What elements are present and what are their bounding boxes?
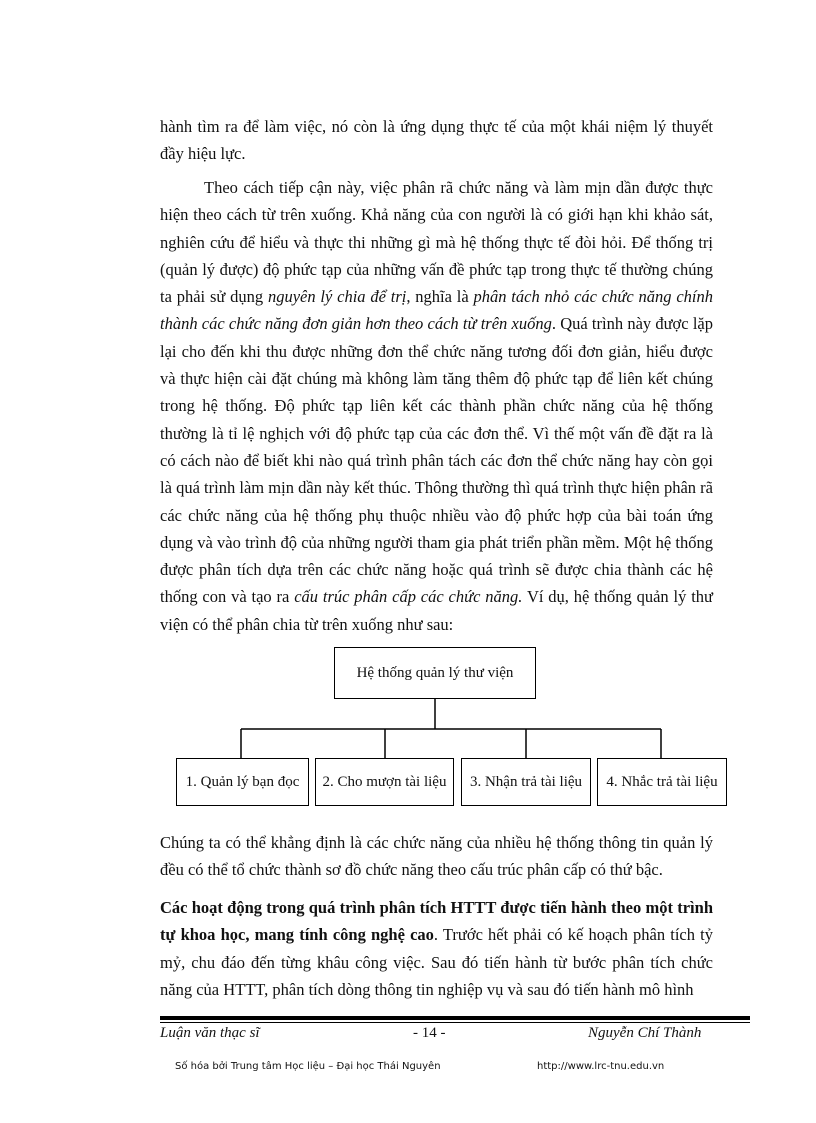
page-number: - 14 - bbox=[413, 1025, 446, 1041]
text-run: Theo cách tiếp cận này, việc phân rã chức năng và làm mịn dần được thực hiện theo cách từ trên xuống. Khả năng của con người là có giới hạn khi khảo sát, nghiên cứu để hiểu và thực thi những gì mà hệ thống thực tế đòi hỏi. Để thống trị (quản lý được) độ phức tạp của những vấn đề phức tạp trong thực tế thường chúng ta phải sử dụng bbox=[160, 178, 713, 307]
text-run: . Trước hết phải có kế hoạch phân tích tỷ mỷ, chu đáo đến từng khâu công việc. Sau đó tiến hành từ bước phân tích chức năng của HTTT, phân tích dòng thông tin nghiệp vụ và sau đó tiến hành mô hình bbox=[160, 925, 713, 999]
bold-lead: Các hoạt động trong quá trình phân tích HTTT được tiến hành theo một trình tự khoa học, mang tính công nghệ cao bbox=[160, 898, 713, 945]
diagram-child-return: 3. Nhận trả tài liệu bbox=[461, 758, 591, 806]
italic-term: nguyên lý chia để trị bbox=[267, 287, 407, 307]
paragraph-intro bbox=[160, 113, 713, 168]
paragraph-conclusion bbox=[160, 829, 713, 884]
text-run: Ví dụ, hệ thống quản lý thư viện có thể phân chia từ trên xuống như sau: bbox=[160, 587, 713, 634]
paragraph-intro-text: hành tìm ra để làm việc, nó còn là ứng dụng thực tế của một khái niệm lý thuyết đầy hiệu lực. bbox=[160, 117, 713, 164]
diagram-child-lending: 2. Cho mượn tài liệu bbox=[315, 758, 454, 806]
paragraph-conclusion-text: Chúng ta có thể khẳng định là các chức năng của nhiều hệ thống thông tin quản lý đều có thể tổ chức thành sơ đồ chức năng theo cấu trúc phân cấp có thứ bậc. bbox=[160, 833, 713, 880]
italic-term: phân tách nhỏ các chức năng chính thành các chức năng đơn giản hơn theo cách từ trên xuống bbox=[160, 287, 713, 334]
footer-rule bbox=[160, 1016, 750, 1020]
digitization-credit: Số hóa bởi Trung tâm Học liệu – Đại học Thái Nguyên bbox=[175, 1061, 441, 1072]
footer-rule-thin bbox=[160, 1022, 750, 1023]
text-run: . Quá trình này được lặp lại cho đến khi thu được những đơn thể chức năng tương đối đơn giản, hiểu được và thực hiện cài đặt chúng mà không làm tăng thêm độ phức tạp để liên kết chúng trong hệ thống. Độ phức tạp liên kết các thành phần chức năng của hệ thống thường là tỉ lệ nghịch với độ phức tạp của các đơn thể. Vì thế một vấn đề đặt ra là có cách nào để biết khi nào quá trình phân tách các đơn thể chức năng hay còn gọi là quá trình làm mịn dần này kết thúc. Thông thường thì quá trình thực hiện phân rã các chức năng của hệ thống phụ thuộc nhiều vào độ phức hợp của bài toán ứng dụng và vào trình độ của những người tham gia phát triển phần mềm. Một hệ thống được phân tích dựa trên các chức năng hoặc quá trình sẽ được chia thành các hệ thống con và tạo ra bbox=[160, 314, 713, 607]
diagram-child-reader-management: 1. Quản lý bạn đọc bbox=[176, 758, 309, 806]
italic-term: cấu trúc phân cấp các chức năng. bbox=[294, 587, 523, 607]
text-run: , nghĩa là bbox=[406, 287, 474, 307]
source-url: http://www.lrc-tnu.edu.vn bbox=[537, 1061, 665, 1072]
paragraph-activities bbox=[160, 894, 713, 1003]
diagram-root-box: Hệ thống quản lý thư viện bbox=[334, 647, 536, 699]
footer-author: Nguyễn Chí Thành bbox=[588, 1025, 702, 1041]
diagram-child-reminder: 4. Nhắc trả tài liệu bbox=[597, 758, 727, 806]
paragraph-approach bbox=[160, 174, 713, 638]
footer-thesis-label: Luận văn thạc sĩ bbox=[160, 1025, 260, 1041]
